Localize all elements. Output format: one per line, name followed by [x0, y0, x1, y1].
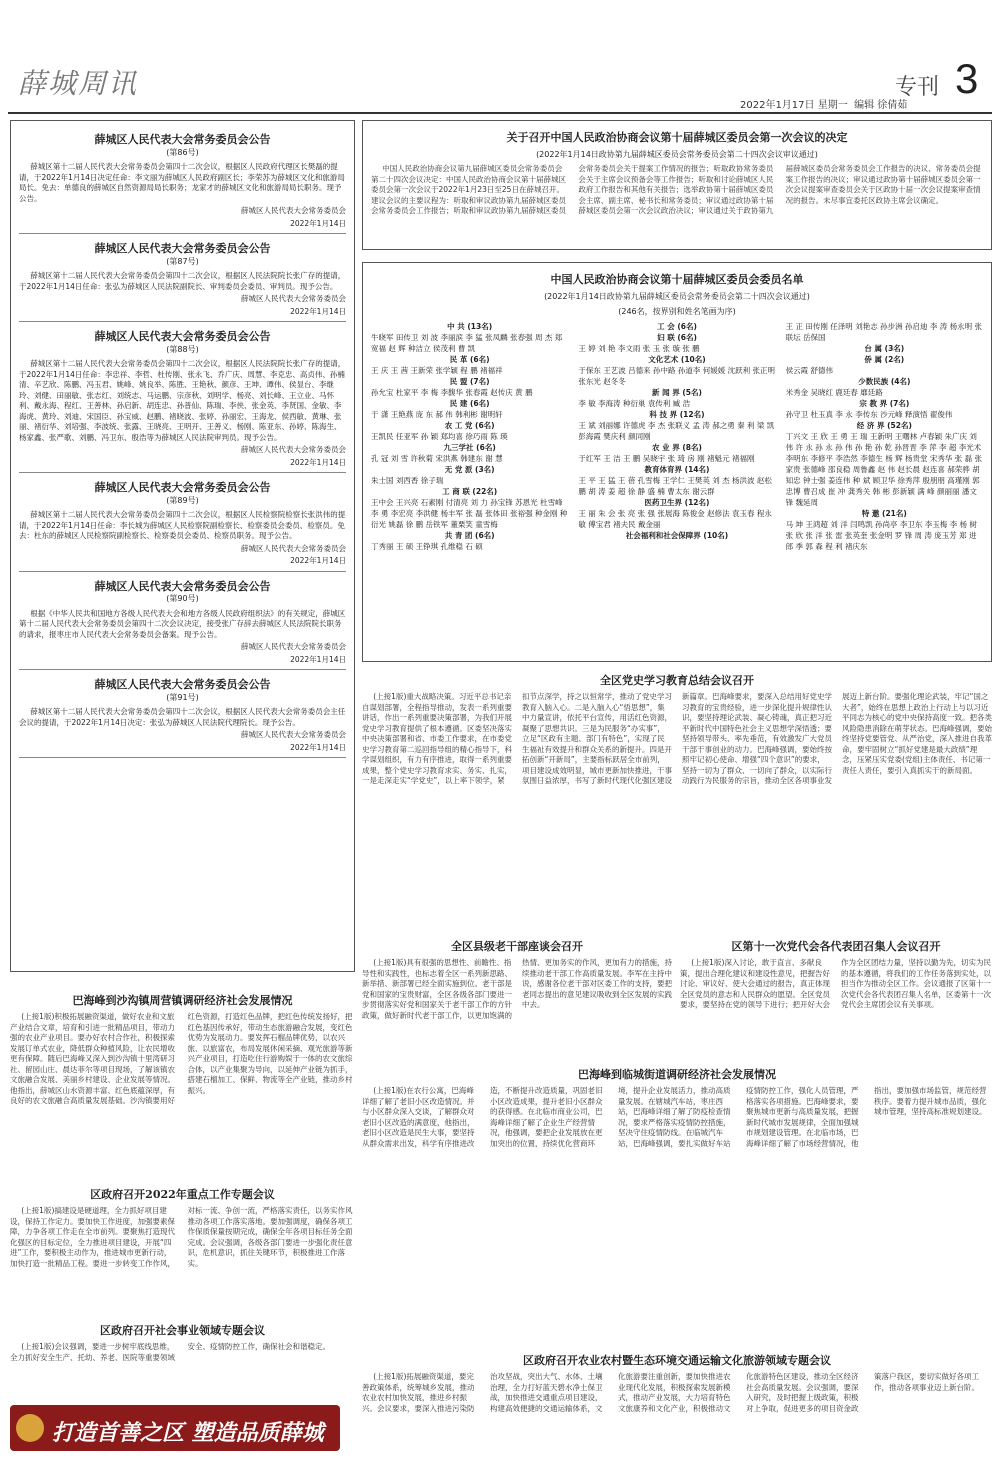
- notice-signature: 薛城区人民代表大会常务委员会: [241, 206, 346, 215]
- decision-body: 中国人民政治协商会议第九届薛城区委员会常务委员会第二十四次会议决定：中国人民政治协商会议第十届薛城区委员会第一次会议于2022年1月23日至25日在薛城召开。建议会议的主要议程为：听取和审议政协第九届薛城区委员会常务委员会工作报告；听取和审议政协第九届薛城区委员会常务委员会关于提案工作情况的报告；听取政协常务委员会关于主席会议预备会等工作报告；听取和讨论薛城区人民政府工作报告和其他有关报告；选举政协第十届薛城区委员会主席、副主席、秘书长和常务委员；审议通过政协第十届薛城区委员会第一次会议政治决议；审议通过关于政协第九届薛城区委员会常务委员会工作报告的决议、常务委员会提案工作报告的决议；审议通过政协第十届薛城区委员会第一次会议提案审查委员会关于区政协十届一次会议提案审查情况的报告。未尽事宜委托区政协主席会议确定。: [371, 164, 981, 215]
- decision-subtitle: (2022年1月14日政协第九届薛城区委员会常务委员会第二十四次会议审议通过): [536, 150, 818, 159]
- notice: [19, 332, 346, 473]
- issue-date: 2022年1月17日 星期一: [740, 100, 848, 111]
- roster-group-name: 工 会 (6名): [657, 322, 697, 331]
- roster-group-name: 民 革 (6名): [449, 355, 490, 364]
- roster-group-name: 民 盟 (7名): [449, 377, 490, 386]
- page-number: 3: [955, 55, 979, 102]
- article-body: (上接1版)具有很强的思想性、前瞻性、指导性和实践性，也标志着全区一系列新思路、新举措、新部署已经全面实施到位。老干部是党和国家的宝贵财富，全区各级各部门要进一步贯彻落实好党和国家关于老干部工作的方针政策，做好新时代老干部工作，以更加饱满的热情、更加务实的作风，更加有力的措施，持续推动老干部工作高质量发展。李军在主持中说，感谢各位老干部对区委工作的支持，要把老同志提出的意见建议吸收到全区发展的实践中去。: [362, 958, 672, 1020]
- roster-group-name: 中 共 (13名): [447, 322, 493, 331]
- notice-body: 薛城区第十二届人民代表大会常务委员会第四十二次会议，根据区人民政府代理区长樊磊的提请，于2022年1月14日决定任命：李文丽为薛城区人民政府副区长；李荣苏为薛城区文化和旅游局局长。免去：单德良的薛城区自然资源局局长职务；龙家才的薛城区文化和旅游局局长职务。现予公告。: [19, 162, 345, 203]
- roster-group-name: 医药卫生界 (12名): [644, 498, 710, 507]
- roster-group-name: 妇 联 (6名): [657, 333, 697, 342]
- roster-group-members: 王凯民 任亚军 孙 颖 郑均喜 徐巧雨 陈 瑛: [371, 432, 508, 441]
- notice-title: 薛城区人民代表大会常务委员会公告: [94, 481, 271, 494]
- roster-group-name: 农 业 界 (8名): [652, 443, 702, 452]
- roster-group-members: 王 婷 刘 艳 李文雨 张 玉 张 璇 张 鹏: [578, 344, 700, 353]
- roster-group-members: 马 坤 王鸿超 刘 洋 闫鸣凯 孙尚亭 李卫东 李玉梅 李 杨 树 张 欣 张 洋 张 雷 张英奎 张金明 罗 锋 周 涛 庞玉芳 郑 进 郎 季 郭 森 程 利 褚庆东: [785, 520, 977, 551]
- roster-group-name: 新 闻 界 (5名): [652, 388, 702, 397]
- notice: [19, 483, 346, 572]
- roster-group-members: 王 庆 王 茜 王新荣 张学颖 程 鹏 褚福祥: [371, 366, 503, 375]
- article-social-affairs-meeting: [10, 1318, 355, 1400]
- article-body: (上接1版)会议强调，要进一步树牢底线思维，全力抓好安全生产、托幼、养老、医院等重要领域安全、疫情防控工作，确保社会和谐稳定。: [10, 1342, 330, 1362]
- editor-name: 编辑 徐倩茹: [854, 100, 908, 111]
- notice-signature: 薛城区人民代表大会常务委员会: [241, 294, 346, 303]
- notice-date: 2022年1月14日: [290, 218, 346, 228]
- roster-group-members: 孔 冠 刘 雪 许秋菊 宋洪燕 韩建东 谢 慧: [371, 454, 503, 463]
- roster-article: [362, 262, 992, 662]
- article-title: 区政府召开农业农村暨生态环境交通运输文化旅游领域专题会议: [523, 1354, 831, 1367]
- roster-group-members: 丁兴文 王 欣 王 勇 王 瑞 王新明 王曙林 卢春颖 朱广庆 刘 伟 许 永 孙 永 孙 伟 孙 艳 孙 乾 孙晋晋 李 萍 李 超 李光术 李明东 李修平 李浩然 李德生 杨 辉 杨贵堂 宋秀华 张 磊 张家贵 张德峰 邵良稳 周鲁鑫 赵 伟 赵长晨 赵连喜 郝荣骅 胡知忠 钟士强 姜连伟 种 斌 顾卫华 徐秀萍 殷朋朋 高瑾刚 郭忠博 曹召成 崔 冲 龚秀关 韩 彬 彭新颖 满 峰 颜丽丽 潘文锋 魏延周: [785, 432, 982, 507]
- article-body: (上接1版)深入讨论，敢于直言、多献良策，提出合理化建议和建设性意见，把握告好讨论、审议好、使大会通过的报告，真正体现全区党员的意志和人民群众的愿望。全区党员要求，要坚持在党的领导下进行；把开好大会作为全区团结力量，坚持以勤为先，切实为民的基本遵循，将我们的工作任务落到实处，以担当作为推动全区工作。会议通报了区第十一次党代会各代表团召集人名单，区委第十一次党代会主席团会议有关事项。: [680, 958, 991, 1009]
- article-delegation-meeting: [680, 934, 992, 1054]
- notice-date: 2022年1月14日: [290, 457, 346, 467]
- decision-article: [362, 120, 992, 250]
- article-title: 巴海峰到临城街道调研经济社会发展情况: [578, 1068, 776, 1081]
- roster-group-name: 侨 属 (2名): [864, 355, 905, 364]
- roster-group-members: 李 敏 李海涛 种衍巢 袁传利 臧 浩: [578, 399, 691, 408]
- roster-group-members: 丁秀丽 王 硕 王铮琪 孔维稳 石 硕: [371, 542, 483, 551]
- roster-group-name: 九三学社 (6名): [443, 443, 496, 452]
- notice-signature: 薛城区人民代表大会常务委员会: [241, 543, 346, 553]
- notice-number: (第91号): [166, 692, 199, 702]
- roster-group-members: 王 斌 刘丽娜 许德虎 李 杰 张联义 孟 涛 郝之勇 秦 利 梁 凯 彭海霞 樊庆利 颜同刚: [578, 421, 775, 441]
- roster-count: (246名，按界别和姓名笔画为序): [618, 307, 736, 316]
- article-body: (上接1版)重大战略决策。习近平总书记亲自谋划部署，全程指导推动，发表一系列重要讲话，作出一系列重要决策部署，为我们开展党史学习教育提供了根本遵循。区委坚决落实中央决策部署和省、市委工作要求，在市委党史学习教育第二巡回指导组的精心指导下，科学谋划组织，有力有序推进，取得一系列重要成果，整个党史学习教育求实、务实、扎实，一是走深走实“学党史”，以上率下领学，紧扣节点深学，持之以恒常学，推动了党史学习教育入脑入心。二是入脑入心“悟思想”，集中力量宣讲，依托平台宣传，用活红色资源，凝聚了思想共识。三是为民服务“办实事”，立足“区政有主题、部门有特色”，实现了民生福祉有效提升和群众关系的新提升。四是开拓创新“开新局”，主要指标跃居全市前列，项目建设成效明显，城市更新加快推进，干事氛围日益浓厚，书写了新时代现代化强区建设新篇章。巴海峰要求，要深入总结用好党史学习教育的宝贵经验，进一步深化提升规律性认识，要坚持理论武装、凝心铸魂，真正把习近平新时代中国特色社会主义思想学深悟透；要坚持领导带头、率先垂范，有效激发广大党员干部干事创业的动力。巴海峰强调，要始终按照牢记初心使命、增强“四个意识”的要求，坚持一切为了群众、一切向了群众，以实际行动践行为民服务的宗旨，推动全区各项事业发展迈上新台阶。要强化理论武装，牢记“国之大者”，始终在思想上政治上行动上与以习近平同志为核心的党中央保持高度一致。把各类风险隐患消除在萌芽状态。巴海峰强调，要始终坚持党要管党、从严治党，深入推进自我革命，要牢固树立“抓好党建是最大政绩”理念，压紧压实党委(党组)主体责任、书记第一责任人责任，要引入真抓实干的新局面。: [362, 692, 992, 785]
- roster-group-name: 台 属 (3名): [864, 344, 905, 353]
- roster-group-name: 少数民族 (4名): [858, 377, 911, 386]
- roster-group-name: 经 济 界 (52名): [856, 421, 912, 430]
- article-body: (上接1版)拓展融资渠道，要完善政策体系，统筹城乡发展，推动农业农村加快发展，推进乡村振兴。会议要求，要深入推进污染防治攻坚战，突出大气、水体、土壤治理，全力打好蓝天碧水净土保卫战，加快推进交通重点项目建设，构建高效便捷的交通运输体系，文化旅游要注重创新，要加快推进农业现代化发展，积极探索发展新模式，推动产业发展，大力培育特色文旅康养和文化产业，积极推动文化旅游特色区建设，推动全区经济社会高质量发展。会议强调，要深入研究，及时把握上级政策，积极对上争取，促进更多的项目资金政策落户我区，要切实做好各项工作，推动各项事业迈上新台阶。: [362, 1372, 979, 1413]
- notice: [19, 579, 346, 671]
- article-shagou-visit: [10, 988, 355, 1178]
- notice-title: 薛城区人民代表大会常务委员会公告: [94, 678, 271, 691]
- notice-number: (第88号): [166, 344, 199, 354]
- roster-group-name: 无 党 派 (3名): [444, 465, 495, 474]
- roster-group-members: 牛晓军 田传卫 刘 波 李丽滨 李 猛 张凤麟 张春强 周 杰 郑宽福 赵 辉 种洁立 侯茂利 曹 凯: [371, 333, 563, 353]
- header-rule: [8, 112, 992, 114]
- roster-group-name: 工 商 联 (22名): [442, 487, 498, 496]
- roster-group-name: 教育体育界 (14名): [644, 465, 710, 474]
- article-title: 区政府召开2022年重点工作专题会议: [90, 1188, 275, 1201]
- roster-group-members: 侯云霞 舒德伟: [785, 366, 834, 375]
- article-party-history: [362, 668, 992, 930]
- column-name: 专刊: [895, 75, 940, 100]
- roster-group-members: 王中会 王兴亮 石素刚 付清亮 刘 力 孙宝锋 苏恩光 杜雪峰 李 勇 李宏亮 李洪健 杨丰军 张 磊 张体田 张裕强 种金刚 种衍光 姚磊 徐 鹏 岳铁军 董栗笑 童雪梅: [371, 498, 568, 529]
- article-title: 区第十一次党代会各代表团召集人会议召开: [731, 940, 941, 953]
- roster-group-name: 共 青 团 (6名): [444, 531, 495, 540]
- notice-signature: 薛城区人民代表大会常务委员会: [241, 730, 346, 739]
- notice-title: 薛城区人民代表大会常务委员会公告: [94, 579, 271, 593]
- notice-number: (第89号): [166, 495, 199, 505]
- notice-title: 薛城区人民代表大会常务委员会公告: [94, 133, 271, 146]
- roster-groups: [371, 321, 983, 552]
- article-body: (上接1版)积极拓展融资渠道，做好农业和文旅产业结合文章，培育和引进一批精品项目，带动力强的农业产业项目。要办好农村合作社，积极探索发展订单式农业，降低群众种植风险，让农民增收更有保障。随后巴海峰又深入到沙沟镇十里湾研习社、留园山庄、晨达菲尔等项目现场，了解该镇农文旅融合发展、美丽乡村建设、企业发展等情况。他指出，薛城区山水资源丰富、红色底蕴深厚，有良好的农文旅融合高质量发展基础。沙沟镇要用好红色资源，打造红色品牌，把红色传统发扬好，把红色基因传承好，带动生态旅游融合发展，变红色优势为发展动力。要发挥石榴品牌优势，以农兴旅、以旅富农，布局发展休闲采摘、观光旅游等新兴产业项目，打造吃住行游购娱于一体的农文旅综合体，以产业集聚为导向，以延伸产业链为抓手，搭建石榴加工、保鲜、物流等全产业链，推动乡村振兴。: [10, 1012, 353, 1105]
- notice-body: 根据《中华人民共和国地方各级人民代表大会和地方各级人民政府组织法》的有关规定，薛城区第十二届人民代表大会常务委员会第四十二次会议决定，接受张广存辞去薛城区人民法院院长职务的请求，报枣庄市人民代表大会常务委员会备案。现予公告。: [19, 608, 346, 639]
- notice-number: (第90号): [166, 594, 199, 603]
- roster-group-members: 王 丽 朱 会 张 亮 张 强 张展海 陈俊金 赵修法 袁玉春 程永敏 傅宝君 褚夫民 戴金丽: [578, 509, 772, 529]
- article-title: 全区党史学习教育总结会议召开: [600, 674, 754, 687]
- decision-title: 关于召开中国人民政治协商会议第十届薛城区委员会第一次会议的决定: [506, 131, 848, 144]
- article-title: 区政府召开社会事业领域专题会议: [100, 1324, 265, 1337]
- notice-date: 2022年1月14日: [290, 556, 346, 565]
- party-emblem-icon: [16, 1414, 44, 1442]
- article-agriculture-meeting: [362, 1348, 992, 1452]
- notice-body: 薛城区第十二届人民代表大会常务委员会第四十二次会议，根据区人民代表大会常务委员会主任会议的提请，于2022年1月14日决定：张弘为薛城区人民法院代理院长。现予公告。: [19, 707, 346, 727]
- notice-body: 薛城区第十二届人民代表大会常务委员会第四十二次会议，根据区人民检察院检察长张洪伟的提请，于2022年1月14日任命：李长城为薛城区人民检察院副检察长、检察委员会委员、检察员。免去：杜东的薛城区人民检察院副检察长、检察委员会委员、检察员职务。现予公告。: [19, 510, 346, 540]
- article-title: 全区县级老干部座谈会召开: [451, 940, 583, 953]
- notice-date: 2022年1月14日: [290, 654, 346, 664]
- roster-group-name: 宗 教 界 (7名): [859, 399, 910, 408]
- notice: [19, 244, 346, 322]
- notice-title: 薛城区人民代表大会常务委员会公告: [94, 330, 271, 343]
- notice-body: 薛城区第十二届人民代表大会常务委员会第四十二次会议，根据区人民法院院长张广存的提请，于2022年1月14日任命：张弘为薛城区人民法院副院长、审判委员会委员、审判员。现予公告。: [19, 271, 346, 291]
- notice-date: 2022年1月14日: [290, 742, 346, 752]
- notice-number: (第87号): [166, 256, 199, 266]
- notice: [19, 135, 346, 234]
- roster-group-members: 于 潇 王艳燕 庞 东 郝 伟 韩利彬 谢明轩: [371, 410, 503, 419]
- notice-signature: 薛城区人民代表大会常务委员会: [241, 445, 346, 454]
- roster-title: 中国人民政治协商会议第十届薛城区委员会委员名单: [550, 273, 804, 286]
- notice-signature: 薛城区人民代表大会常务委员会: [241, 642, 346, 651]
- notice-title: 薛城区人民代表大会常务委员会公告: [94, 242, 271, 255]
- notice-body: 薛城区第十二届人民代表大会常务委员会第四十二次会议，根据区人民法院院长张广存的提请，于2022年1月14日任命：李忠祥、李哲、杜传刚、张永飞、乔广庆、周慧、李克忠、高贞伟、孙楠清、辛艺欣、陈鹏、冯玉君、姚峰、姚良举、陈胜、王艳秋、颜彦、王坤、谭伟、侯显台、李继玲、刘健、田丽敏、张志红、刘统志、马运鹏、宗彦秋、刘明学、杨亮、刘长峰、王立业、马怀利、戴永海、程红、王善林、孙启新、胡连忠、孙普仙、陈瑞、李侠、张金英、李贤国、金敏、李海虎、黄玲、刘迪、宋国臣、孙宝威、赵鹏、褚晓波、张婷、孙丽宏、王海龙、侯西敏、黄琳、张丽、褚衍华、刘培强、李波统、张露、王晓亮、王明开、王善义、杨刚、陈亚东、孙婷、陈海生、杨家鑫、张严歌、刘鹏、冯卫东、殷浩等为薛城区人民法院审判员。现予公告。: [19, 359, 346, 442]
- article-lincheng-visit: [362, 1062, 992, 1342]
- roster-group-members: 朱士国 刘西香 徐子瑞: [371, 476, 444, 485]
- article-title: 巴海峰到沙沟镇周营镇调研经济社会发展情况: [72, 994, 293, 1007]
- notice-date: 2022年1月14日: [290, 306, 346, 316]
- article-veteran-cadres: [362, 934, 672, 1054]
- article-body: (上接1版)在农行公寓，巴海峰详细了解了老旧小区改造情况。并与小区群众深入交谈，了解群众对老旧小区改造的满意度，他指出，老旧小区改造是民生大事，要坚持从群众需求出发，科学有序推进改造，不断提升改造质量，巩固老旧小区改造成果，提升老旧小区群众的获得感。在北临市商业公司，巴海峰详细了解了企业生产经营情况，他强调，要把企业发展放在更加突出的位置，持续优化营商环境，提升企业发展活力，推动高质量发展。在辖城汽车站，枣庄西站，巴海峰详细了解了防疫检查情况，要求严格落实疫情防控措施，坚决守住疫情防线。在临城汽车站，巴海峰强调，要扎实做好车站疫情防控工作，强化人员管理，严格落实各项措施。巴海峰要求，要聚焦城市更新与高质量发展，把握新时代城市发展规律，全面加强城市规划建设管理。在北临市场，巴海峰详细了解了市场经营情况，他指出，要加强市场监管，规范经营秩序。要着力提升城市品质，强化城市管理，坚持高标准规划建设。: [362, 1086, 987, 1148]
- roster-group-name: 农 工 党 (6名): [444, 421, 495, 430]
- masthead-logo: 薛城周讯: [18, 67, 139, 100]
- roster-group-name: 文化艺术 (10名): [648, 355, 706, 364]
- roster-group-name: 特 邀 (21名): [861, 509, 907, 518]
- roster-subtitle: (2022年1月14日政协第九届薛城区委员会常务委员会第二十四次会议通过): [544, 292, 810, 301]
- roster-group-members: 于保东 王艺波 吕德来 孙中路 孙道李 何媛媛 沈跃利 张正明 张东光 赵冬冬: [578, 366, 776, 386]
- article-key-work-meeting: [10, 1182, 355, 1312]
- roster-group-name: 科 技 界 (12名): [649, 410, 705, 419]
- roster-group-members: 孙允宝 杜家平 李 梅 李馥华 张春霞 赵传庆 黄 鹏: [371, 388, 533, 397]
- notice: [19, 680, 346, 758]
- roster-group-members: 米秀金 吴晓红 鹿廷春 靡廷路: [785, 388, 883, 397]
- masthead-date-editor: [740, 96, 907, 111]
- roster-group-name: 民 建 (6名): [449, 399, 490, 408]
- roster-group-name: 社会福利和社会保障界 (10名): [625, 531, 729, 540]
- notice-number: (第86号): [166, 147, 199, 157]
- roster-group-members: 王 平 王 猛 王 蓓 孔雪梅 王学仁 王樊英 刘 杰 杨洪波 赵松鹏 胡 涛 姜 超 徐 静 盛 楠 曹太东 谢云群: [578, 476, 772, 496]
- roster-group-members: 孙守卫 杜玉真 李 永 李传东 沙元峰 释演悟 翟俊伟: [785, 410, 953, 419]
- notices-column: [10, 120, 355, 972]
- roster-group-members: 于红军 王 洁 王 鹏 吴晓宇 张 琦 房 刚 褚魁元 褚福刚: [578, 454, 755, 463]
- roster-group-members: 王 正 田传刚 任泽明 刘艳志 孙步洲 孙启迪 李 涛 杨永明 张联坛 岳保国: [785, 322, 982, 342]
- footer-slogan: 打造首善之区 塑造品质薛城: [52, 1420, 324, 1446]
- article-body: (上接1版)搞建设是硬道理，全力抓好项目建设，保持工作定力。要加快工作进度，加强要素保障，力争各项工作走在全市前列。要聚焦打造现代化强区的目标定位，全力推进项目建设，开展“四进”工作，要积极主动作为，推进城市更新行动，加快打造一批精品工程。要进一步转变工作作风，对标一流、争创一流，严格落实责任，以务实作风推动各项工作落实落地。要加强调度，确保各项工作保质保量按期完成，确保全年各项目标任务全面完成。会议强调，各级各部门要进一步强化责任意识，危机意识，抓住关键环节，积极推进工作落实。: [10, 1206, 353, 1268]
